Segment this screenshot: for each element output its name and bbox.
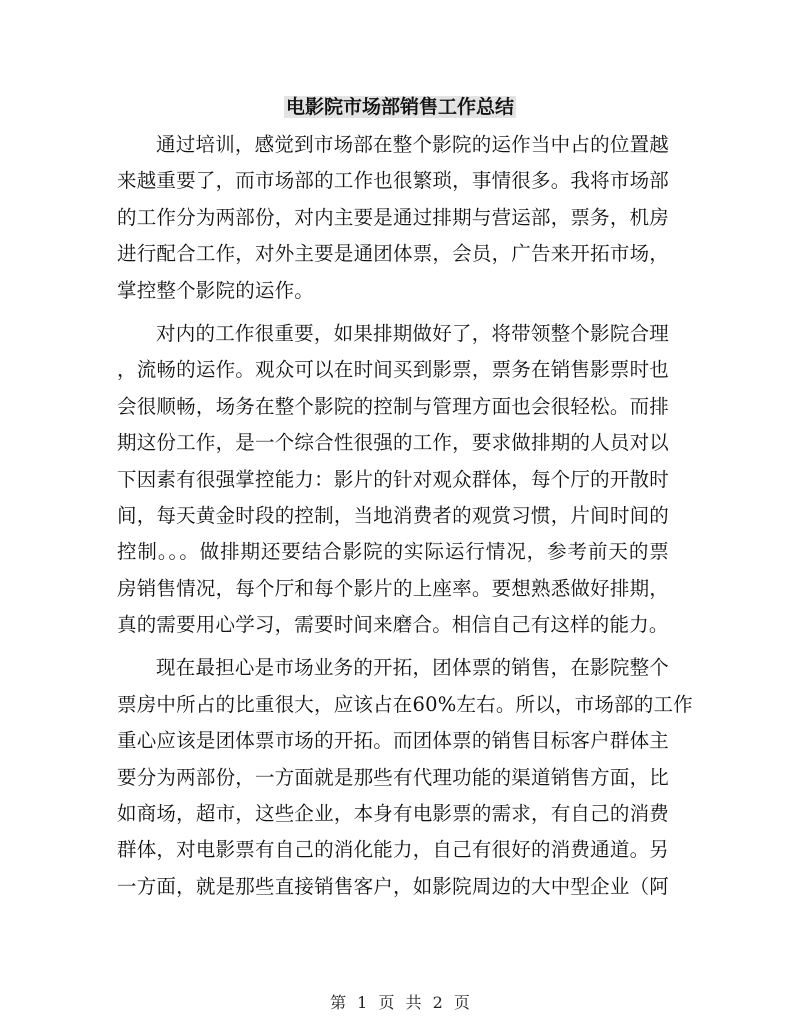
text-line: 会很顺畅，场务在整个影院的控制与管理方面也会很轻松。而排 [117, 394, 669, 418]
text-line: 票房中所占的比重很大，应该占在60%左右。所以，市场部的工作 [117, 692, 693, 716]
paragraph [117, 650, 693, 905]
text-line: 要分为两部份，一方面就是那些有代理功能的渠道销售方面，比 [117, 765, 669, 789]
text-line: 间，每天黄金时段的控制，当地消费者的观赏习惯，片间时间的 [117, 503, 669, 527]
text-line: 通过培训，感觉到市场部在整个影院的运作当中占的位置越 [156, 133, 669, 156]
text-line: 进行配合工作，对外主要是通团体票，会员，广告来开拓市场， [117, 242, 669, 266]
text-line: 的工作分为两部份，对内主要是通过排期与营运部，票务，机房 [117, 205, 669, 229]
text-line: 掌控整个影院的运作。 [117, 278, 315, 302]
text-line: 来越重要了，而市场部的工作也很繁琐，事情很多。我将市场部 [117, 169, 669, 193]
text-line: 真的需要用心学习，需要时间来磨合。相信自己有这样的能力。 [117, 613, 669, 637]
document-body [117, 127, 693, 905]
page-footer: 第 1 页 共 2 页 [330, 993, 470, 1012]
text-line: 控制。。。做排期还要结合影院的实际运行情况，参考前天的票 [117, 540, 669, 564]
text-line: 下因素有很强掌控能力：影片的针对观众群体，每个厅的开散时 [117, 467, 669, 491]
title-text: 电影院市场部销售工作总结 [285, 96, 514, 118]
text-line: 群体，对电影票有自己的消化能力，自己有很好的消费通道。另 [117, 838, 669, 862]
paragraph [117, 127, 669, 309]
text-line: 期这份工作，是一个综合性很强的工作，要求做排期的人员对以 [117, 431, 669, 455]
text-line: 如商场，超市，这些企业，本身有电影票的需求，有自己的消费 [117, 802, 669, 826]
paragraph [117, 316, 669, 644]
text-line: 对内的工作很重要，如果排期做好了，将带领整个影院合理 [156, 321, 669, 345]
text-line: ，流畅的运作。观众可以在时间买到影票，票务在销售影票时也 [117, 358, 669, 382]
text-line: 一方面，就是那些直接销售客户，如影院周边的大中型企业（阿 [117, 874, 669, 898]
text-line: 重心应该是团体票市场的开拓。而团体票的销售目标客户群体主 [117, 729, 669, 753]
document-title [0, 92, 800, 122]
text-line: 房销售情况，每个厅和每个影片的上座率。要想熟悉做好排期， [117, 576, 669, 600]
text-line: 现在最担心是市场业务的开拓，团体票的销售，在影院整个 [156, 656, 669, 680]
